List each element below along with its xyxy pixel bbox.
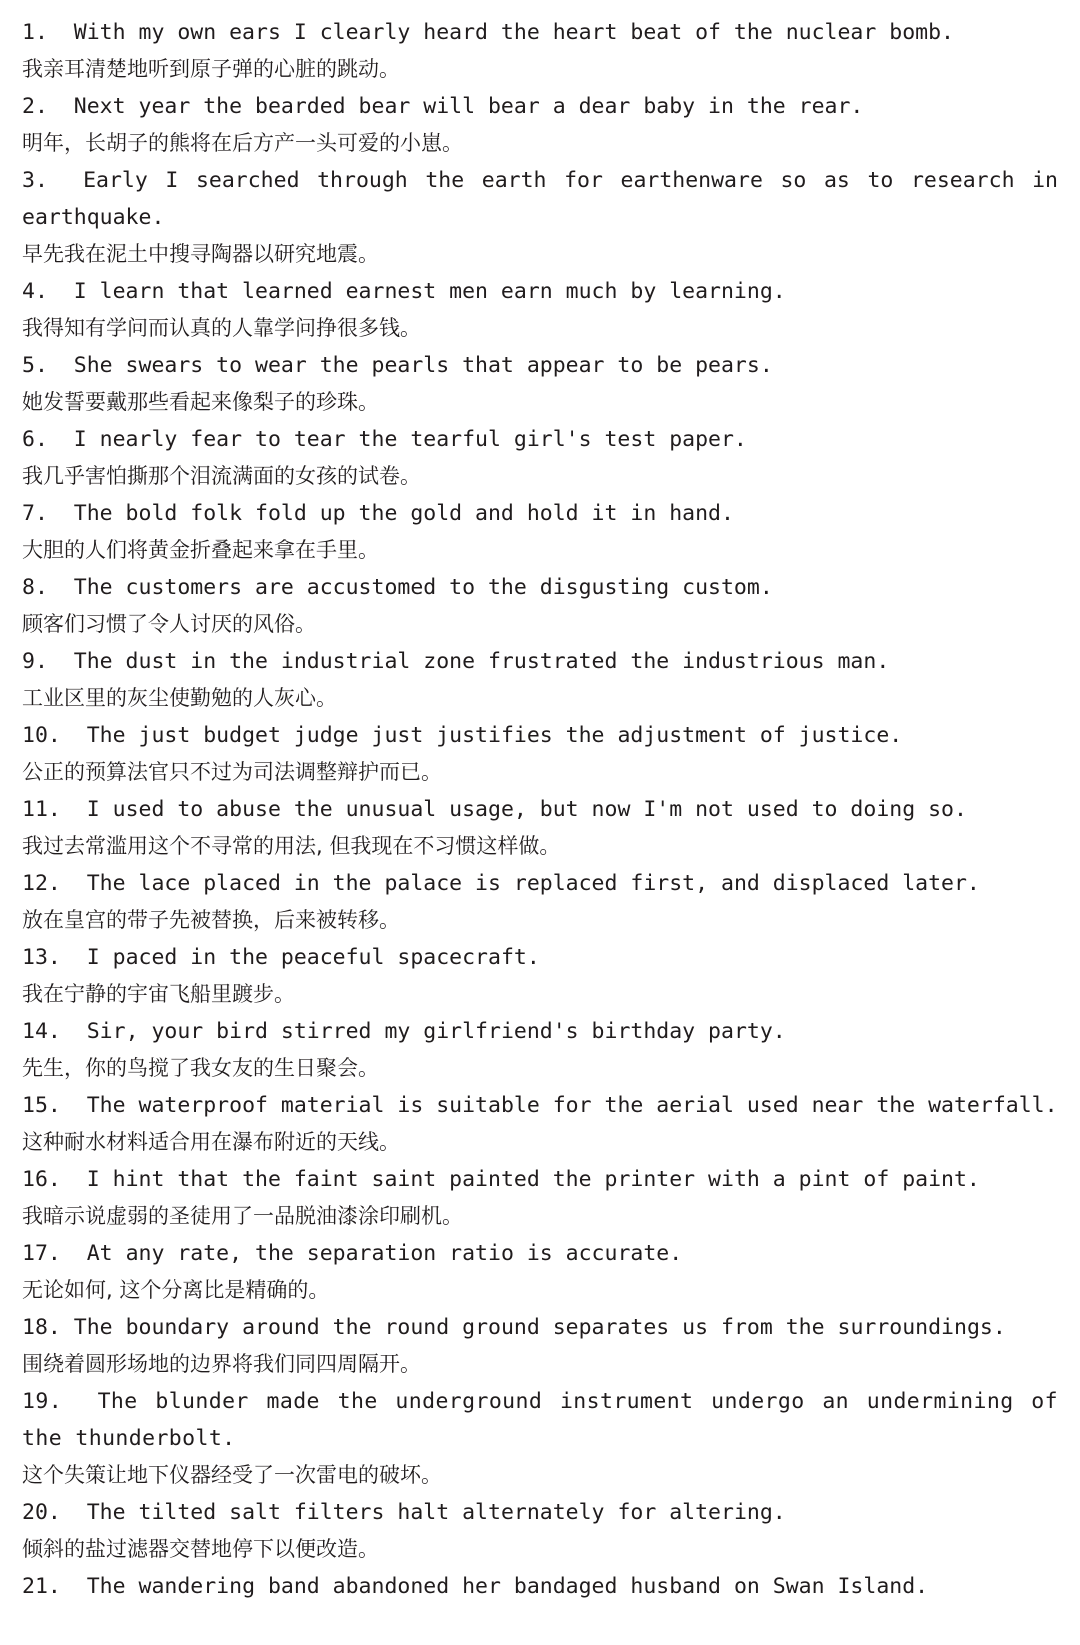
entry-english: 15. The waterproof material is suitable for the aerial used near the waterfall. (22, 1093, 1058, 1118)
entry-chinese: 我几乎害怕撕那个泪流满面的女孩的试卷。 (22, 464, 421, 488)
entry-number: 16. (22, 1167, 61, 1192)
list-item (22, 1494, 1058, 1568)
entry-chinese: 这种耐水材料适合用在瀑布附近的天线。 (22, 1130, 400, 1154)
entry-chinese: 这个失策让地下仪器经受了一次雷电的破坏。 (22, 1463, 442, 1487)
list-item (22, 1568, 1058, 1605)
entry-english: 12. The lace placed in the palace is replaced first, and displaced later. (22, 871, 980, 896)
entry-number: 10. (22, 723, 61, 748)
entry-number: 18. (22, 1315, 61, 1340)
list-item (22, 569, 1058, 643)
entry-number: 2. (22, 94, 48, 119)
entry-number: 3. (22, 168, 48, 193)
list-item (22, 14, 1058, 88)
entry-english: 11. I used to abuse the unusual usage, but now I'm not used to doing so. (22, 797, 967, 822)
entry-chinese: 她发誓要戴那些看起来像梨子的珍珠。 (22, 390, 379, 414)
entry-chinese: 大胆的人们将黄金折叠起来拿在手里。 (22, 538, 379, 562)
list-item (22, 421, 1058, 495)
entry-chinese: 我亲耳清楚地听到原子弹的心脏的跳动。 (22, 57, 400, 81)
entry-english: 2. Next year the bearded bear will bear a dear baby in the rear. (22, 94, 864, 119)
entry-chinese: 早先我在泥土中搜寻陶器以研究地震。 (22, 242, 379, 266)
entry-number: 9. (22, 649, 48, 674)
entry-number: 12. (22, 871, 61, 896)
entry-english: 14. Sir, your bird stirred my girlfriend's birthday party. (22, 1019, 786, 1044)
entry-chinese: 先生，你的鸟搅了我女友的生日聚会。 (22, 1056, 379, 1080)
list-item (22, 939, 1058, 1013)
entry-chinese: 我暗示说虚弱的圣徒用了一品脱油漆涂印刷机。 (22, 1204, 463, 1228)
entry-english: 13. I paced in the peaceful spacecraft. (22, 945, 540, 970)
entry-english: 8. The customers are accustomed to the disgusting custom. (22, 575, 773, 600)
list-item (22, 1013, 1058, 1087)
entry-chinese: 公正的预算法官只不过为司法调整辩护而已。 (22, 760, 442, 784)
list-item (22, 495, 1058, 569)
entry-english: 4. I learn that learned earnest men earn much by learning. (22, 279, 786, 304)
list-item (22, 1161, 1058, 1235)
entry-number: 15. (22, 1093, 61, 1118)
entry-english: 19. The blunder made the underground instrument undergo an undermining of the thunderbolt. (22, 1389, 1058, 1451)
entry-chinese: 明年，长胡子的熊将在后方产一头可爱的小崽。 (22, 131, 463, 155)
entry-english: 17. At any rate, the separation ratio is accurate. (22, 1241, 683, 1266)
list-item (22, 791, 1058, 865)
entry-number: 7. (22, 501, 48, 526)
list-item (22, 717, 1058, 791)
list-item (22, 643, 1058, 717)
entry-chinese: 我在宁静的宇宙飞船里踱步。 (22, 982, 295, 1006)
entry-number: 5. (22, 353, 48, 378)
list-item (22, 162, 1058, 273)
entry-number: 8. (22, 575, 48, 600)
entry-english: 9. The dust in the industrial zone frustrated the industrious man. (22, 649, 890, 674)
entry-english: 16. I hint that the faint saint painted the printer with a pint of paint. (22, 1167, 980, 1192)
entry-chinese: 工业区里的灰尘使勤勉的人灰心。 (22, 686, 337, 710)
entry-number: 17. (22, 1241, 61, 1266)
entry-number: 13. (22, 945, 61, 970)
entry-english: 1. With my own ears I clearly heard the heart beat of the nuclear bomb. (22, 20, 954, 45)
entry-chinese: 我得知有学问而认真的人靠学问挣很多钱。 (22, 316, 421, 340)
entry-number: 20. (22, 1500, 61, 1525)
list-item (22, 347, 1058, 421)
entry-english: 18. The boundary around the round ground separates us from the surroundings. (22, 1315, 1006, 1340)
entry-chinese: 无论如何, 这个分离比是精确的。 (22, 1278, 330, 1302)
list-item (22, 865, 1058, 939)
entry-number: 11. (22, 797, 61, 822)
entry-number: 19. (22, 1389, 63, 1414)
entry-english: 10. The just budget judge just justifies the adjustment of justice. (22, 723, 903, 748)
entry-chinese: 倾斜的盐过滤器交替地停下以便改造。 (22, 1537, 379, 1561)
entry-english: 20. The tilted salt filters halt alternately for altering. (22, 1500, 786, 1525)
entry-english: 5. She swears to wear the pearls that appear to be pears. (22, 353, 773, 378)
entry-chinese: 我过去常滥用这个不寻常的用法, 但我现在不习惯这样做。 (22, 834, 561, 858)
entry-english: 7. The bold folk fold up the gold and hold it in hand. (22, 501, 734, 526)
list-item (22, 88, 1058, 162)
entry-english: 6. I nearly fear to tear the tearful girl's test paper. (22, 427, 747, 452)
list-item (22, 1383, 1058, 1494)
entry-number: 14. (22, 1019, 61, 1044)
entry-number: 1. (22, 20, 48, 45)
list-item (22, 1309, 1058, 1383)
list-item (22, 1235, 1058, 1309)
entry-chinese: 放在皇宫的带子先被替换，后来被转移。 (22, 908, 400, 932)
entry-chinese: 顾客们习惯了令人讨厌的风俗。 (22, 612, 316, 636)
entry-number: 6. (22, 427, 48, 452)
list-item (22, 273, 1058, 347)
list-item (22, 1087, 1058, 1161)
entry-english: 21. The wandering band abandoned her bandaged husband on Swan Island. (22, 1574, 929, 1599)
entry-english: 3. Early I searched through the earth for earthenware so as to research in earthquake. (22, 168, 1058, 230)
entry-number: 4. (22, 279, 48, 304)
entry-chinese: 围绕着圆形场地的边界将我们同四周隔开。 (22, 1352, 421, 1376)
entry-number: 21. (22, 1574, 61, 1599)
